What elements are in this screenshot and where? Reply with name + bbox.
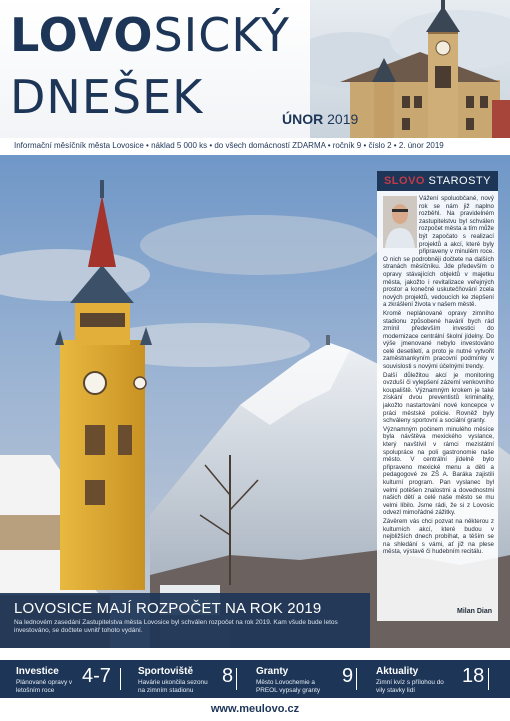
column-paragraph: Závěrem vás chci pozvat na některou z kulturních akcí, které budou v nejbližších dnech probíhat, a těším se na shledání s vámi, ať již na plese města, výstavě či hudebním recitálu. <box>383 517 494 556</box>
teaser-separator <box>120 668 121 690</box>
column-heading-rest: STAROSTY <box>424 175 492 187</box>
column-heading-bold: SLOVO <box>383 175 425 187</box>
teaser-title: Investice <box>16 666 59 677</box>
teaser-separator <box>236 668 237 690</box>
teaser-page-number: 4-7 <box>82 665 111 687</box>
footer <box>0 698 510 721</box>
photo-float-spacer <box>383 195 419 249</box>
main-headline-lead: Na lednovém zasedání Zastupitelstva města Lovosice byl schválen rozpočet na rok 2019. Kam všude bude letos investováno, se dočtete uvnitř tohoto vydání. <box>14 619 338 634</box>
teaser-granty[interactable] <box>256 660 360 698</box>
teaser-description: Plánované opravy v letošním roce <box>16 679 73 694</box>
website-link[interactable]: www.meulovo.cz <box>210 703 300 715</box>
main-headline-box[interactable] <box>0 593 370 648</box>
teaser-separator <box>488 668 489 690</box>
main-headline[interactable]: LOVOSICE MAJÍ ROZPOČET NA ROK 2019 <box>14 600 322 617</box>
column-paragraph: Vážení spoluobčané, nový rok se nám již naplno rozběhl. Na pravidelném zastupitelstvu byl schválen rozpočet města a tím může být započato s realizací projektů a akcí, které byly připraveny v minulém roce. O nich se podrobněji dočtete na dalších stranách měsíčníku. Jde především o opravy stávajících objektů v majetku města, jakožto i revitalizace veřejných prostor a konečné uskutečňování zcela nových projektů, vedoucích ke zlepšení a zkrášlení života v našem městě. <box>383 195 494 309</box>
teaser-title: Aktuality <box>376 666 419 677</box>
teaser-description: Zimní kvíz s přílohou do vily stavky lidí <box>376 679 444 694</box>
column-heading <box>377 171 498 191</box>
column-signature: Milan Dian <box>456 608 492 615</box>
mayor-column <box>377 171 498 621</box>
column-paragraph: Kromě neplánované opravy zimního stadionu způsobené havárií bych rád zmínil především investici do modernizace centrální školní jídelny. Do výše jmenované nebylo investováno celé desetiletí, a proto je nutné vytvořit zaměstnankyním pracovní podmínky v souvislosti s novými účelnými trendy. <box>383 309 494 371</box>
title-light-part: SICKÝ <box>153 8 290 62</box>
newspaper-title-line-2: DNEŠEK <box>10 70 204 124</box>
teaser-aktuality[interactable] <box>376 660 496 698</box>
teaser-investice[interactable] <box>16 660 124 698</box>
column-paragraph: Významným počinem minulého měsíce byla návštěva mexického vyslance, který navštívil v rámci mezistátní spolupráce na poli gastronomie naše město. V centrální jídelně bylo připraveno mexické menu a děti a pedagogové ze ZŠ A. Baráka zajistili kulturní program. Pan vyslanec byl velmi potěšen znalostmi a dovednostmi našich dětí a celé naše město se mu velmi líbilo. Jsme rádi, že si z Lovosic odvezl mimořádné zážitky. <box>383 425 494 517</box>
teaser-page-number: 9 <box>342 665 354 687</box>
newspaper-title <box>10 8 290 62</box>
teaser-page-number: 8 <box>222 665 234 687</box>
teaser-page-number: 18 <box>462 665 485 687</box>
section-teasers <box>0 660 510 698</box>
teaser-title: Sportoviště <box>138 666 194 677</box>
issue-month: ÚNOR <box>282 111 324 127</box>
column-text <box>383 195 494 557</box>
issue-year: 2019 <box>327 111 359 127</box>
publication-info-line: Informační měsíčník města Lovosice • náklad 5 000 ks • do všech domácností ZDARMA • ročník 9 • číslo 2 • 2. únor 2019 <box>14 141 444 150</box>
teaser-title: Granty <box>256 666 289 677</box>
column-paragraph: Další důležitou akcí je monitoring ovzduší či vylepšení zázemí venkovního koupaliště. Významným krokem je také získání dvou preventistů kriminality, jakožto nastartování nové koncepce v práci městské policie. Rovněž byly schváleny sportovní a sociální granty. <box>383 371 494 425</box>
teaser-description: Město Lovochemie a PREOL vypsaly granty <box>256 679 321 694</box>
teaser-description: Havárie ukončila sezonu na zimním stadionu <box>138 679 208 694</box>
teaser-separator <box>356 668 357 690</box>
teaser-sportoviste[interactable] <box>138 660 242 698</box>
masthead <box>0 0 510 138</box>
title-bold-part: LOVO <box>10 8 154 62</box>
issue-date <box>282 111 358 127</box>
